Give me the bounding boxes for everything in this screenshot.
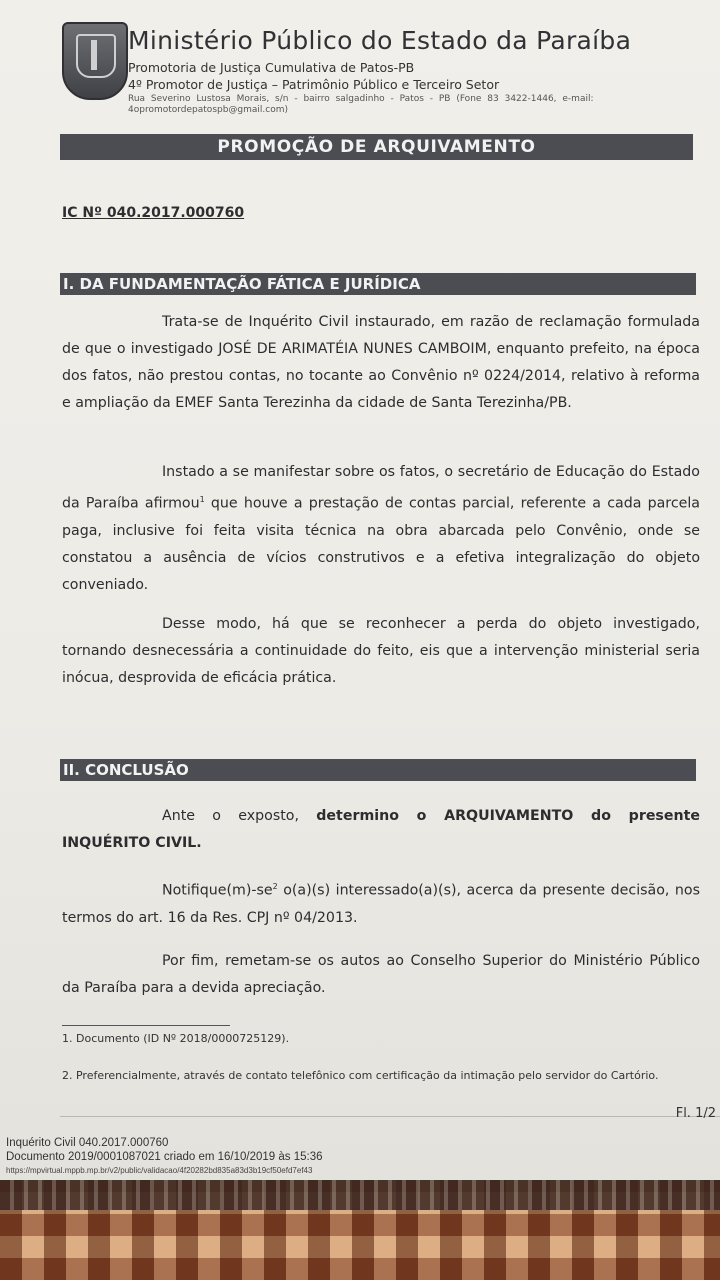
paragraph-1 xyxy=(62,309,700,417)
org-title: Ministério Público do Estado da Paraíba xyxy=(128,26,632,55)
footnote-1: 1. Documento (ID Nº 2018/0000725129). xyxy=(62,1032,290,1045)
paragraph-6-text: Por fim, remetam-se os autos ao Conselho Superior do Ministério Público da Paraíba para a devida apreciação. xyxy=(62,953,700,996)
meta-inquiry: Inquérito Civil 040.2017.000760 xyxy=(6,1137,169,1149)
section-title-fundamentacao: I. DA FUNDAMENTAÇÃO FÁTICA E JURÍDICA xyxy=(60,273,696,295)
page-fold-line xyxy=(60,1116,720,1117)
footnote-divider xyxy=(62,1025,230,1026)
paragraph-2-text-a: Instado a se manifestar sobre os fatos, o secretário de Educação do Estado da Paraíba afirmou xyxy=(62,464,700,512)
footnote-2: 2. Preferencialmente, através de contato telefônico com certificação da intimação pelo servidor do Cartório. xyxy=(62,1069,659,1082)
coat-of-arms-icon xyxy=(62,22,128,100)
letterhead xyxy=(62,20,712,120)
paragraph-4-text-a: Ante o exposto, xyxy=(162,808,317,824)
meta-validation-url: https://mpvirtual.mppb.mp.br/v2/public/validacao/4f20282bd835a83d3b19cf50efd7ef43 xyxy=(6,1166,313,1175)
paragraph-3 xyxy=(62,611,700,692)
meta-document: Documento 2019/0001087021 criado em 16/10/2019 às 15:36 xyxy=(6,1151,323,1163)
paragraph-1-text: Trata-se de Inquérito Civil instaurado, em razão de reclamação formulada de que o investigado JOSÉ DE ARIMATÉIA NUNES CAMBOIM, enquanto prefeito, na época dos fatos, não prestou contas, no tocante ao Convênio nº 0224/2014, relativo à reforma e ampliação da EMEF Santa Terezinha da cidade de Santa Terezinha/PB. xyxy=(62,314,700,411)
inquiry-reference: IC Nº 040.2017.000760 xyxy=(62,205,245,221)
paragraph-6 xyxy=(62,948,700,1002)
footnote-ref-2: 2 xyxy=(272,882,278,891)
paragraph-5-text-b: o(a)(s) interessado(a)(s), acerca da presente decisão, nos termos do art. 16 da Res. CPJ nº 04/2013. xyxy=(62,882,700,926)
org-subtitle-promotoria: Promotoria de Justiça Cumulativa de Patos-PB xyxy=(128,60,415,75)
page-number: Fl. 1/2 xyxy=(675,1106,716,1121)
org-email: 4opromotordepatospb@gmail.com) xyxy=(128,105,289,115)
org-address: Rua Severino Lustosa Morais, s/n - bairro salgadinho - Patos - PB (Fone 83 3422-1446, e-mail: xyxy=(128,94,594,104)
paragraph-4-text-b: determino o ARQUIVAMENTO do presente INQUÉRITO CIVIL. xyxy=(62,808,701,851)
paragraph-2-text-b: que houve a prestação de contas parcial, referente a cada parcela paga, inclusive foi feita visita técnica na obra abarcada pelo Convênio, onde se constatou a ausência de vícios construtivos e a efetiva integralização do objeto conveniado. xyxy=(62,495,700,593)
paragraph-4 xyxy=(62,803,700,857)
tablecloth-edge xyxy=(0,1180,720,1210)
document-title: PROMOÇÃO DE ARQUIVAMENTO xyxy=(60,134,693,160)
paragraph-2 xyxy=(62,459,700,599)
section-title-conclusao: II. CONCLUSÃO xyxy=(60,759,696,781)
footnote-ref-1: 1 xyxy=(199,495,205,504)
paragraph-5 xyxy=(62,873,700,932)
paragraph-3-text: Desse modo, há que se reconhecer a perda do objeto investigado, tornando desnecessária a continuidade do feito, eis que a intervenção ministerial seria inócua, desprovida de eficácia prática. xyxy=(62,616,700,686)
org-subtitle-promotor: 4º Promotor de Justiça – Patrimônio Público e Terceiro Setor xyxy=(128,77,500,92)
paragraph-5-text-a: Notifique(m)-se xyxy=(162,882,273,899)
